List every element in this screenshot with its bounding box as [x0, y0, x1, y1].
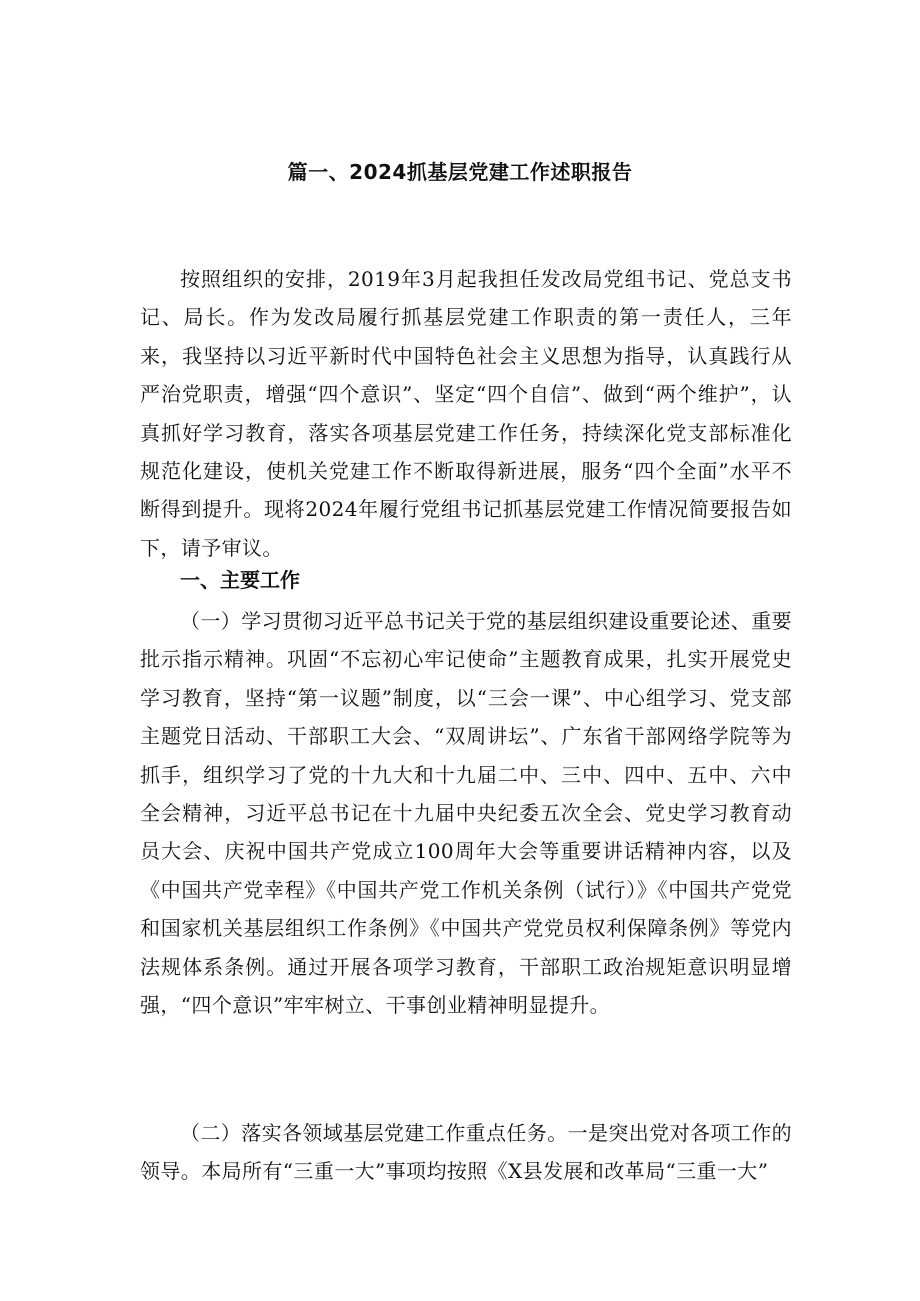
section1-subsection-2: [140, 1114, 792, 1191]
document-title: 篇一、2024抓基层党建工作述职报告: [287, 160, 633, 184]
body-paragraph: （一）学习贯彻习近平总书记关于党的基层组织建设重要论述、重要批示指示精神。巩固“不忘初心牢记使命”主题教育成果，扎实开展党史学习教育，坚持“第一议题”制度，以“三会一课”、中心组学习、党支部主题党日活动、干部职工大会、“双周讲坛”、广东省干部网络学院等为抓手，组织学习了党的十九大和十九届二中、三中、四中、五中、六中全会精神，习近平总书记在十九届中央纪委五次全会、党史学习教育动员大会、庆祝中国共产党成立100周年大会等重要讲话精神内容，以及《中国共产党幸程》《中国共产党工作机关条例（试行）》《中国共产党党和国家机关基层组织工作条例》《中国共产党党员权利保障条例》等党内法规体系条例。通过开展各项学习教育，干部职工政治规矩意识明显增强，“四个意识”牢牢树立、干事创业精神明显提升。: [140, 609, 792, 1018]
intro-paragraph: 按照组织的安排，2019年3月起我担任发改局党组书记、党总支书记、局长。作为发改局履行抓基层党建工作职责的第一责任人，三年来，我坚持以习近平新时代中国特色社会主义思想为指导，认真践行从严治党职责，增强“四个意识”、坚定“四个自信”、做到“两个维护”，认真抓好学习教育，落实各项基层党建工作任务，持续深化党支部标准化规范化建设，使机关党建工作不断取得新进展，服务“四个全面”水平不断得到提升。现将2024年履行党组书记抓基层党建工作情况简要报告如下，请予审议。: [140, 267, 792, 560]
section-heading-main-work: 一、主要工作: [180, 568, 300, 592]
intro-section: [140, 260, 792, 567]
section1-subsection-1: [140, 602, 792, 1024]
body-paragraph: （二）落实各领域基层党建工作重点任务。一是突出党对各项工作的领导。本局所有“三重一大”事项均按照《X县发展和改革局“三重一大”: [140, 1121, 792, 1184]
